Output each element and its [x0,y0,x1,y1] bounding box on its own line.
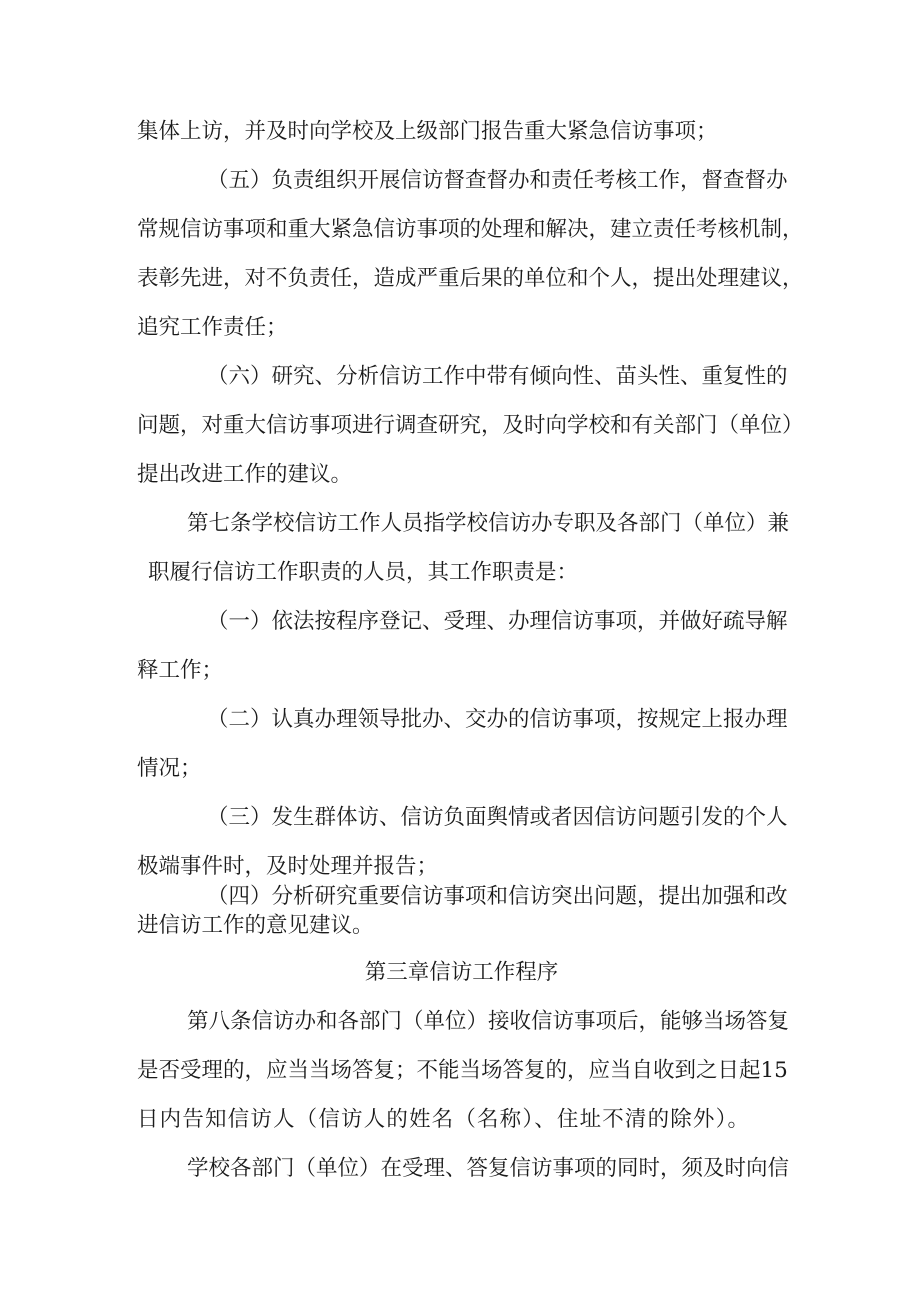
text-line: 表彰先进，对不负责任，造成严重后果的单位和个人，提出处理建议， [137,266,804,291]
text-line: 提出改进工作的建议。 [137,462,353,487]
text-line: 第八条信访办和各部门（单位）接收信访事项后，能够当场答复 [187,1009,790,1034]
text-line: 常规信访事项和重大紧急信访事项的处理和解决，建立责任考核机制， [137,217,804,242]
text-line: 日内告知信访人（信访人的姓名（名称）、住址不清的除外）。 [137,1107,749,1132]
text-line: （五）负责组织开展信访督查督办和责任考核工作，督查督办 [207,168,788,193]
text-line: （二）认真办理领导批办、交办的信访事项，按规定上报办理 [207,707,788,732]
text-line: （一）依法按程序登记、受理、办理信访事项，并做好疏导解 [207,609,788,634]
text-line: （四）分析研究重要信访事项和信访突出问题，提出加强和改 [207,884,788,909]
text-line: 情况； [137,756,202,781]
text-line: 第七条学校信访工作人员指学校信访办专职及各部门（单位）兼 [187,511,790,536]
text-line: 进信访工作的意见建议。 [137,913,374,938]
text-line: 职履行信访工作职责的人员，其工作职责是： [148,560,579,585]
text-line: 极端事件时，及时处理并报告； [137,854,439,879]
chapter-heading: 第三章信访工作程序 [364,960,559,985]
text-line: 学校各部门（单位）在受理、答复信访事项的同时，须及时向信 [187,1156,790,1181]
text-line: （六）研究、分析信访工作中带有倾向性、苗头性、重复性的 [207,364,788,389]
text-line: （三）发生群体访、信访负面舆情或者因信访问题引发的个人 [207,805,788,830]
text-line: 释工作； [137,658,224,683]
text-line: 追究工作责任； [137,315,288,340]
text-line: 集体上访，并及时向学校及上级部门报告重大紧急信访事项； [137,119,718,144]
text-line: 问题，对重大信访事项进行调查研究，及时向学校和有关部门（单位） [137,413,804,438]
text-line: 是否受理的，应当当场答复；不能当场答复的，应当自收到之日起15 [137,1058,788,1083]
